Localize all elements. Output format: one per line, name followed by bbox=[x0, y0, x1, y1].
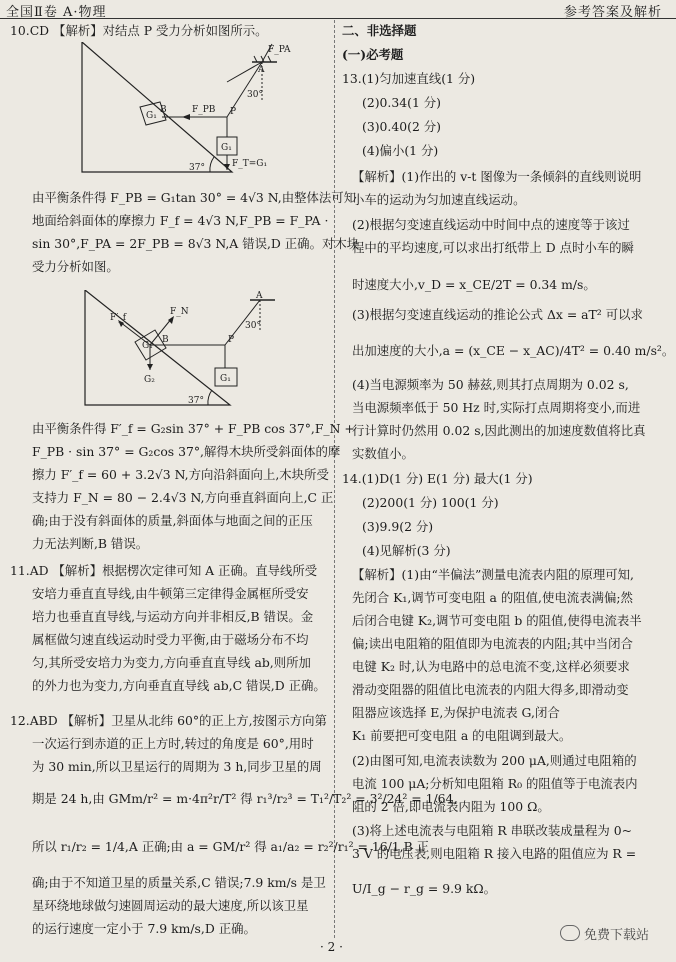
text-line: (4)当电源频率为 50 赫兹,则其打点周期为 0.02 s, bbox=[352, 377, 629, 392]
text-line: 【解析】(1)作出的 v-t 图像为一条倾斜的直线则说明 bbox=[352, 169, 642, 184]
label-37deg: 37° bbox=[188, 396, 204, 406]
label-g1-block: G₁ bbox=[142, 341, 153, 351]
text-line: 受力分析如图。 bbox=[32, 259, 119, 274]
text-line: 12.ABD 【解析】卫星从北纬 60°的正上方,按图示方向第 bbox=[10, 713, 327, 728]
text-line: 偏;读出电阻箱的阻值即为电流表的内阻;其中当闭合 bbox=[352, 636, 633, 651]
force-diagram-1 bbox=[72, 42, 312, 182]
text-line: (2)200(1 分) 100(1 分) bbox=[362, 495, 499, 510]
label-fpa: F_PA bbox=[268, 45, 291, 55]
force-diagram-2 bbox=[80, 290, 310, 415]
text-line: 电键 K₂ 时,认为电路中的总电流不变,这样必须要求 bbox=[352, 659, 630, 674]
text-line: 星环绕地球做匀速圆周运动的最大速度,所以该卫星 bbox=[32, 898, 309, 913]
label-30deg: 30° bbox=[247, 90, 263, 100]
label-b: B bbox=[162, 335, 169, 345]
label-g1-block: G₁ bbox=[146, 111, 157, 121]
text-line: 10.CD 【解析】对结点 P 受力分析如图所示。 bbox=[10, 23, 268, 38]
header-right: 参考答案及解析 bbox=[563, 5, 662, 20]
text-line: 的外力也为变力,方向垂直直导线 ab,C 错误,D 正确。 bbox=[32, 678, 326, 693]
text-line: 地面给斜面体的摩擦力 F_f = 4√3 N,F_PB = F_PA · bbox=[32, 213, 329, 228]
text-line: (3)根据匀变速直线运动的推论公式 Δx = aT² 可以求 bbox=[352, 307, 643, 322]
text-line: 14.(1)D(1 分) E(1 分) 最大(1 分) bbox=[342, 471, 533, 486]
text-line: 程中的平均速度,可以求出打纸带上 D 点时小车的瞬 bbox=[352, 240, 634, 255]
text-line: 的运行速度一定小于 7.9 km/s,D 正确。 bbox=[32, 921, 256, 936]
text-line: sin 30°,F_PA = 2F_PB = 8√3 N,A 错误,D 正确。对木块 bbox=[32, 236, 360, 251]
text-line: 行计算时仍然用 0.02 s,因此测出的加速度数值将比真 bbox=[352, 423, 646, 438]
text-line: 出加速度的大小,a = (x_CE − x_AC)/4T² = 0.40 m/s²。 bbox=[352, 343, 675, 358]
text-line: 3 V 的电压表,则电阻箱 R 接入电路的阻值应为 R = bbox=[352, 846, 637, 861]
watermark-badge bbox=[560, 924, 649, 943]
text-line: 力无法判断,B 错误。 bbox=[32, 536, 149, 551]
text-line: 实数值小。 bbox=[352, 446, 414, 461]
text-line: K₁ 前要把可变电阻 a 的电阻调到最大。 bbox=[352, 728, 572, 743]
label-p: P bbox=[228, 335, 235, 345]
label-a: A bbox=[258, 65, 265, 75]
wechat-icon bbox=[560, 925, 580, 941]
section-title: 二、非选择题 bbox=[342, 23, 417, 38]
label-g1-weight: G₁ bbox=[220, 374, 231, 384]
label-ft: F_T=G₁ bbox=[232, 159, 268, 169]
label-30deg: 30° bbox=[245, 321, 261, 331]
text-line: 为 30 min,所以卫星运行的周期为 3 h,同步卫星的周 bbox=[32, 759, 322, 774]
text-line: 阻器应该选择 E,为保护电流表 G,闭合 bbox=[352, 705, 560, 720]
label-fn: F_N bbox=[170, 307, 189, 317]
header-left: 全国Ⅱ卷 A·物理 bbox=[6, 5, 107, 20]
text-line: 属框做匀速直线运动时受力平衡,由于磁场分布不均 bbox=[32, 632, 309, 647]
text-line: (2)根据匀变速直线运动中时间中点的速度等于该过 bbox=[352, 217, 630, 232]
text-line: (3)9.9(2 分) bbox=[362, 519, 434, 534]
text-line: 期是 24 h,由 GMm/r² = m·4π²r/T² 得 r₁³/r₂³ = T₁²/T₂² = 3²/24² = 1/64, bbox=[32, 791, 458, 806]
text-line: 【解析】(1)由“半偏法”测量电流表内阻的原理可知, bbox=[352, 567, 634, 582]
text-line: (2)由图可知,电流表读数为 200 μA,则通过电阻箱的 bbox=[352, 753, 637, 768]
text-line: (4)见解析(3 分) bbox=[362, 543, 451, 558]
text-line: 电流 100 μA;分析知电阻箱 R₀ 的阻值等于电流表内 bbox=[352, 776, 638, 791]
text-line: (3)将上述电流表与电阻箱 R 串联改装成量程为 0~ bbox=[352, 823, 632, 838]
label-37deg: 37° bbox=[189, 163, 205, 173]
text-line: (2)0.34(1 分) bbox=[362, 95, 442, 110]
text-line: (4)偏小(1 分) bbox=[362, 143, 439, 158]
text-line: 后闭合电键 K₂,调节可变电阻 b 的阻值,使得电流表半 bbox=[352, 613, 642, 628]
text-line: 确;由于不知道卫星的质量关系,C 错误;7.9 km/s 是卫 bbox=[32, 875, 326, 890]
label-p: P bbox=[230, 107, 237, 117]
text-line: 先闭合 K₁,调节可变电阻 a 的阻值,使电流表满偏;然 bbox=[352, 590, 633, 605]
label-ff: F′_f bbox=[110, 313, 127, 323]
text-line: 匀,其所受安培力为变力,方向垂直直导线 ab,则所加 bbox=[32, 655, 311, 670]
text-line: 当电源频率低于 50 Hz 时,实际打点周期将变小,而进 bbox=[352, 400, 641, 415]
text-line: 小车的运动为匀加速直线运动。 bbox=[352, 192, 526, 207]
text-line: 滑动变阻器的阻值比电流表的内阻大得多,即滑动变 bbox=[352, 682, 629, 697]
text-line: (3)0.40(2 分) bbox=[362, 119, 442, 134]
label-g2: G₂ bbox=[144, 375, 155, 385]
text-line: 由平衡条件得 F_PB = G₁tan 30° = 4√3 N,由整体法可知 bbox=[32, 190, 357, 205]
text-line: 确;由于没有斜面体的质量,斜面体与地面之间的正压 bbox=[32, 513, 313, 528]
label-fpb: F_PB bbox=[192, 105, 216, 115]
text-line: U/I_g − r_g = 9.9 kΩ。 bbox=[352, 881, 497, 896]
text-line: 时速度大小,v_D = x_CE/2T = 0.34 m/s。 bbox=[352, 277, 596, 292]
text-line: 一次运行到赤道的正上方时,转过的角度是 60°,用时 bbox=[32, 736, 314, 751]
page-number: · 2 · bbox=[320, 940, 343, 954]
text-line: 13.(1)匀加速直线(1 分) bbox=[342, 71, 476, 86]
label-a: A bbox=[256, 291, 263, 301]
text-line: 由平衡条件得 F′_f = G₂sin 37° + F_PB cos 37°,F_N + bbox=[32, 421, 355, 436]
text-line: 支持力 F_N = 80 − 2.4√3 N,方向垂直斜面向上,C 正 bbox=[32, 490, 334, 505]
text-line: 11.AD 【解析】根据楞次定律可知 A 正确。直导线所受 bbox=[10, 563, 318, 578]
text-line: 培力也垂直直导线,与运动方向并非相反,B 错误。金 bbox=[32, 609, 314, 624]
watermark-text: 免费下载站 bbox=[584, 928, 650, 943]
text-line: 安培力垂直直导线,由牛顿第三定律得金属框所受安 bbox=[32, 586, 309, 601]
text-line: 所以 r₁/r₂ = 1/4,A 正确;由 a = GM/r² 得 a₁/a₂ = r₂²/r₁² = 16/1,B 正 bbox=[32, 839, 430, 854]
subsection-title: (一)必考题 bbox=[342, 47, 404, 62]
text-line: F_PB · sin 37° = G₂cos 37°,解得木块所受斜面体的摩 bbox=[32, 444, 341, 459]
text-line: 擦力 F′_f = 60 + 3.2√3 N,方向沿斜面向上,木块所受 bbox=[32, 467, 329, 482]
label-g1-weight: G₁ bbox=[221, 143, 232, 153]
page-header bbox=[0, 0, 676, 19]
text-line: 阻的 2 倍,即电流表内阻为 100 Ω。 bbox=[352, 799, 550, 814]
label-b: B bbox=[160, 105, 167, 115]
